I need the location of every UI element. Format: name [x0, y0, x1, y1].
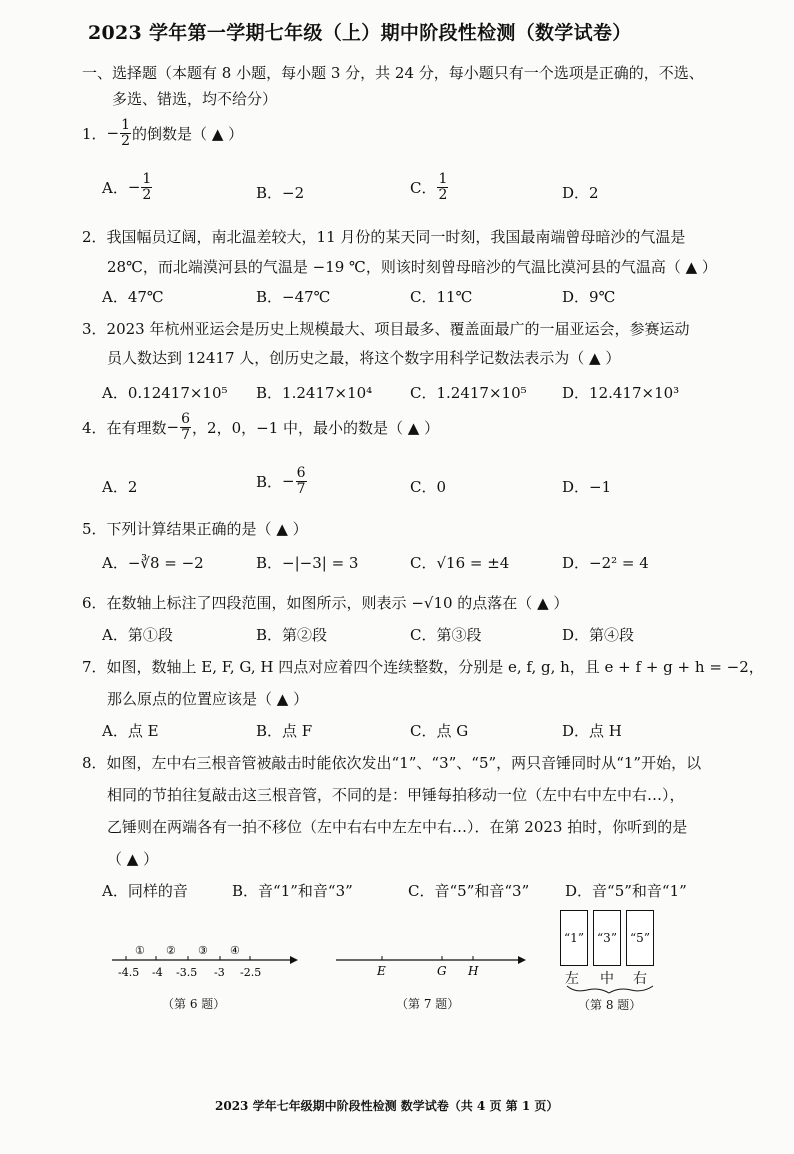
- option-fraction: [296, 466, 307, 496]
- point-label: E: [377, 964, 386, 978]
- segment-label: ②: [166, 944, 176, 957]
- minus-sign: −: [127, 178, 141, 197]
- question-8-line3: 乙锤则在两端各有一拍不移位（左中右右中左左中右…）．在第 2023 拍时，你听到的是: [107, 818, 688, 836]
- figure-7-caption: （第 7 题）: [396, 997, 460, 1011]
- q8-option-a[interactable]: A．同样的音: [102, 882, 188, 900]
- option-label: B．: [256, 472, 283, 491]
- axis-arrow-icon: [290, 956, 298, 964]
- fraction-numerator: 1: [438, 171, 448, 187]
- q7-option-b[interactable]: B．点 F: [256, 722, 313, 740]
- figure-6-caption: （第 6 题）: [162, 997, 226, 1011]
- question-2-line2: 28℃，而北端漠河县的气温是 −19 ℃，则该时刻曾母暗沙的气温比漠河县的气温高（ ▲ ）: [107, 258, 717, 276]
- q5-option-a[interactable]: A．−∛8 = −2: [102, 554, 204, 572]
- tick-label: -3.5: [176, 966, 198, 979]
- q7-option-d[interactable]: D．点 H: [562, 722, 622, 740]
- minus-sign: −: [106, 124, 120, 143]
- q1-option-a[interactable]: [102, 172, 153, 202]
- fraction-denominator: 7: [181, 426, 191, 443]
- figure-8-caption: （第 8 题）: [578, 998, 642, 1012]
- page-title: 2023 学年第一学期七年级（上）期中阶段性检测（数学试卷）: [88, 22, 632, 44]
- tube-label-right: 右: [633, 971, 647, 987]
- question-8-line1: 8．如图，左中右三根音管被敲击时能依次发出“1”、“3”、“5”，两只音锤同时从“1”开始，以: [82, 754, 702, 772]
- segment-label: ①: [135, 944, 145, 957]
- option-label: A．: [102, 178, 128, 197]
- question-4-post: ，2，0，−1 中，最小的数是（ ▲ ）: [192, 418, 440, 437]
- tick-label: -4: [152, 966, 163, 979]
- q6-option-b[interactable]: B．第②段: [256, 626, 328, 644]
- option-label: C．: [410, 178, 437, 197]
- question-4: [82, 412, 439, 442]
- question-8-line2: 相同的节拍往复敲击这三根音管，不同的是：甲锤每拍移动一位（左中右中左中右…），: [107, 786, 685, 804]
- q1-option-d[interactable]: D．2: [562, 184, 599, 202]
- question-1: [82, 118, 243, 148]
- q1-option-c[interactable]: [410, 172, 449, 202]
- q8-option-d[interactable]: D．音“5”和音“1”: [565, 882, 687, 900]
- q6-option-a[interactable]: A．第①段: [102, 626, 173, 644]
- axis-arrow-icon: [518, 956, 526, 964]
- q1-option-b[interactable]: B．−2: [256, 184, 305, 202]
- tube-left: “1”: [560, 910, 588, 966]
- question-3-line2: 员人数达到 12417 人，创历史之最，将这个数字用科学记数法表示为（ ▲ ）: [107, 349, 621, 367]
- question-1-fraction: [120, 118, 131, 148]
- q3-option-b[interactable]: B．1.2417×10⁴: [256, 384, 373, 402]
- question-5: 5．下列计算结果正确的是（ ▲ ）: [82, 520, 308, 538]
- q4-option-d[interactable]: D．−1: [562, 478, 612, 496]
- fraction-numerator: 6: [296, 465, 306, 481]
- section-header-line1: 一、选择题（本题有 8 小题，每小题 3 分，共 24 分，每小题只有一个选项是正确的，不选、: [82, 64, 704, 82]
- question-6: 6．在数轴上标注了四段范围，如图所示，则表示 −√10 的点落在（ ▲ ）: [82, 594, 569, 612]
- q3-option-a[interactable]: A．0.12417×10⁵: [102, 384, 228, 402]
- q4-option-b[interactable]: [256, 466, 308, 496]
- question-2-line1: 2．我国幅员辽阔，南北温差较大，11 月份的某天同一时刻，我国最南端曾母暗沙的气温是: [82, 228, 686, 246]
- q8-option-c[interactable]: C．音“5”和音“3”: [408, 882, 530, 900]
- tick-label: -4.5: [118, 966, 140, 979]
- brace-icon: [565, 984, 655, 994]
- q8-option-b[interactable]: B．音“1”和音“3”: [232, 882, 353, 900]
- option-fraction: [437, 172, 448, 202]
- q6-option-c[interactable]: C．第③段: [410, 626, 482, 644]
- minus-sign: −: [166, 418, 180, 437]
- q3-option-c[interactable]: C．1.2417×10⁵: [410, 384, 527, 402]
- question-1-number: 1．: [82, 124, 107, 143]
- q4-option-c[interactable]: C．0: [410, 478, 447, 496]
- tube-label-middle: 中: [600, 971, 614, 987]
- q5-option-d[interactable]: D．−2² = 4: [562, 554, 649, 572]
- question-1-text: 的倒数是（ ▲ ）: [132, 124, 244, 143]
- q5-option-c[interactable]: C．√16 = ±4: [410, 554, 510, 572]
- question-4-pre: 4．在有理数: [82, 418, 167, 437]
- fraction-denominator: 2: [438, 186, 448, 203]
- tube-right: “5”: [626, 910, 654, 966]
- fraction-numerator: 1: [121, 117, 131, 133]
- q7-option-a[interactable]: A．点 E: [102, 722, 159, 740]
- q6-option-d[interactable]: D．第④段: [562, 626, 635, 644]
- question-4-fraction: [180, 412, 191, 442]
- minus-sign: −: [282, 472, 295, 491]
- question-3-line1: 3．2023 年杭州亚运会是历史上规模最大、项目最多、覆盖面最广的一届亚运会，参赛运动: [82, 320, 690, 338]
- page-footer: 2023 学年七年级期中阶段性检测 数学试卷（共 4 页 第 1 页）: [215, 1099, 559, 1113]
- tick-label: -2.5: [240, 966, 262, 979]
- fraction-numerator: 6: [181, 411, 191, 427]
- fraction-numerator: 1: [142, 171, 152, 187]
- section-header-line2: 多选、错选，均不给分）: [112, 90, 278, 108]
- figure-7-number-line: [332, 950, 528, 980]
- tick-label: -3: [214, 966, 225, 979]
- fraction-denominator: 7: [296, 480, 306, 497]
- question-7-line1: 7．如图，数轴上 E, F, G, H 四点对应着四个连续整数，分别是 e, f, g, h，且 e + f + g + h = −2，: [82, 658, 764, 676]
- segment-label: ③: [198, 944, 208, 957]
- fraction-denominator: 2: [121, 132, 131, 149]
- point-label: H: [468, 964, 479, 978]
- q5-option-b[interactable]: B．−|−3| = 3: [256, 554, 359, 572]
- q3-option-d[interactable]: D．12.417×10³: [562, 384, 680, 402]
- point-label: G: [437, 964, 447, 978]
- figure-8-tubes: [560, 910, 670, 966]
- q2-option-b[interactable]: B．−47℃: [256, 288, 331, 306]
- question-8-line4: （ ▲ ）: [107, 850, 159, 868]
- q2-option-d[interactable]: D．9℃: [562, 288, 616, 306]
- fraction-denominator: 2: [142, 186, 152, 203]
- question-7-line2: 那么原点的位置应该是（ ▲ ）: [107, 690, 309, 708]
- option-fraction: [141, 172, 152, 202]
- q2-option-a[interactable]: A．47℃: [102, 288, 164, 306]
- segment-label: ④: [230, 944, 240, 957]
- q4-option-a[interactable]: A．2: [102, 478, 138, 496]
- q7-option-c[interactable]: C．点 G: [410, 722, 469, 740]
- figure-6-number-line: [108, 940, 298, 980]
- tube-label-left: 左: [565, 971, 579, 987]
- q2-option-c[interactable]: C．11℃: [410, 288, 473, 306]
- tube-middle: “3”: [593, 910, 621, 966]
